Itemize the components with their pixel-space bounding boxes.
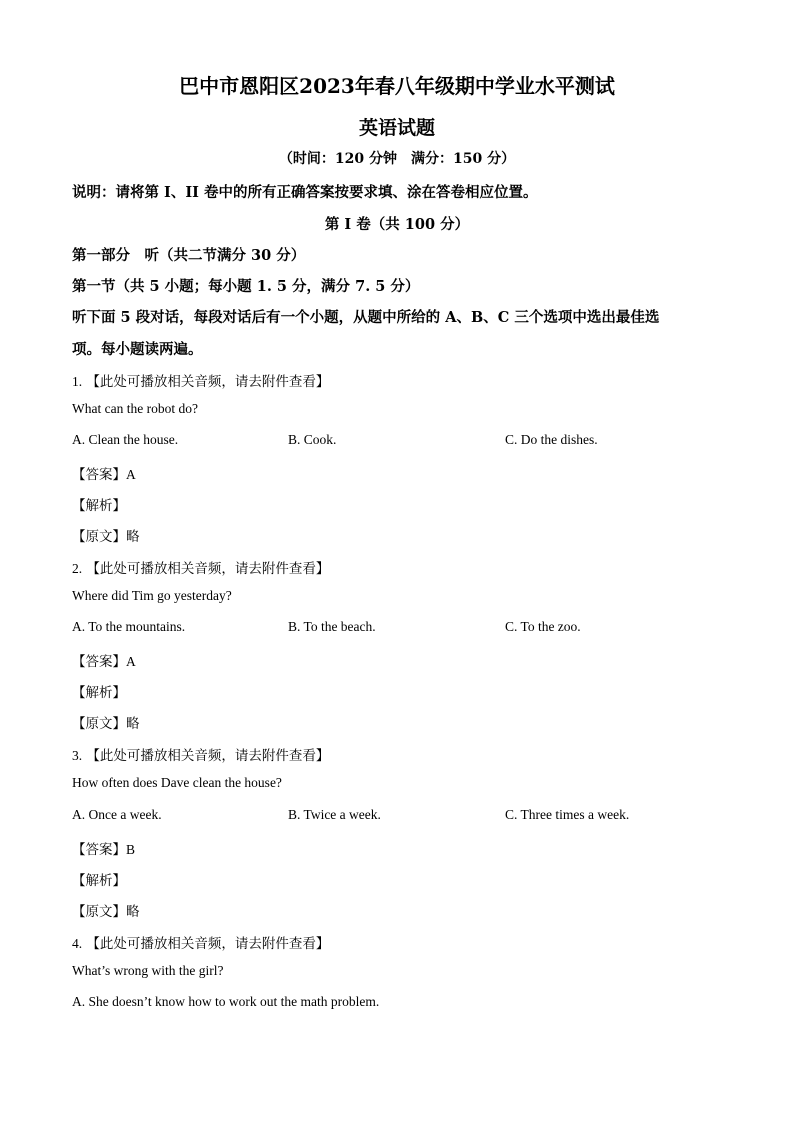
original-row	[72, 900, 140, 920]
volume-heading: 第 I 卷（共 100 分）	[324, 216, 470, 233]
analysis-label: 【解析】	[72, 498, 126, 514]
analysis-label: 【解析】	[72, 685, 126, 701]
answer-row	[72, 463, 136, 483]
answer-row	[72, 838, 135, 858]
original-label: 【原文】	[72, 904, 126, 920]
original-label: 【原文】	[72, 716, 126, 732]
question-2-header	[72, 557, 329, 577]
question-3-text: How often does Dave clean the house?	[72, 775, 282, 790]
directions-line-1: 听下面 5 段对话，每段对话后有一个小题，从题中所给的 A、B、C 三个选项中选出最佳选	[72, 309, 660, 326]
section-heading: 第一节（共 5 小题；每小题 1. 5 分，满分 7. 5 分）	[72, 278, 420, 295]
option-a: A. Clean the house.	[72, 432, 179, 447]
option-a: A. To the mountains.	[72, 619, 186, 634]
question-number: 4.	[72, 936, 83, 951]
option-c: C. To the zoo.	[505, 619, 581, 634]
question-number: 1.	[72, 374, 83, 389]
question-1-header	[72, 370, 329, 390]
audio-link[interactable]: 【此处可播放相关音频，请去附件查看】	[86, 374, 330, 390]
option-b: B. To the beach.	[288, 619, 376, 634]
question-2-text: Where did Tim go yesterday?	[72, 588, 232, 603]
option-a: A. She doesn’t know how to work out the math problem.	[72, 994, 380, 1009]
original-value: 略	[126, 716, 140, 732]
answer-label: 【答案】	[72, 842, 126, 858]
original-row	[72, 525, 140, 545]
answer-value: A	[126, 654, 136, 669]
question-1-text: What can the robot do?	[72, 401, 198, 416]
question-4-text: What’s wrong with the girl?	[72, 963, 224, 978]
exam-title: 巴中市恩阳区2023年春八年级期中学业水平测试	[179, 74, 615, 98]
audio-link[interactable]: 【此处可播放相关音频，请去附件查看】	[86, 561, 330, 577]
question-number: 2.	[72, 561, 83, 576]
exam-subtitle: 英语试题	[358, 117, 435, 139]
question-4-header	[72, 932, 329, 952]
option-b: B. Cook.	[288, 432, 337, 447]
answer-label: 【答案】	[72, 467, 126, 483]
option-c: C. Do the dishes.	[505, 432, 598, 447]
original-value: 略	[126, 529, 140, 545]
directions-line-2: 项。每小题读两遍。	[72, 341, 203, 358]
answer-row	[72, 650, 136, 670]
question-3-header	[72, 744, 329, 764]
option-b: B. Twice a week.	[288, 807, 381, 822]
question-number: 3.	[72, 748, 83, 763]
option-c: C. Three times a week.	[505, 807, 630, 822]
original-row	[72, 712, 140, 732]
exam-instruction: 说明：请将第 I、II 卷中的所有正确答案按要求填、涂在答卷相应位置。	[72, 184, 538, 201]
audio-link[interactable]: 【此处可播放相关音频，请去附件查看】	[86, 748, 330, 764]
answer-label: 【答案】	[72, 654, 126, 670]
answer-value: B	[126, 842, 136, 857]
part-heading: 第一部分 听（共二节满分 30 分）	[72, 247, 306, 264]
option-a: A. Once a week.	[72, 807, 162, 822]
audio-link[interactable]: 【此处可播放相关音频，请去附件查看】	[86, 936, 330, 952]
answer-value: A	[126, 467, 136, 482]
original-value: 略	[126, 904, 140, 920]
original-label: 【原文】	[72, 529, 126, 545]
analysis-label: 【解析】	[72, 873, 126, 889]
exam-time-info: （时间：120 分钟 满分：150 分）	[278, 151, 516, 167]
